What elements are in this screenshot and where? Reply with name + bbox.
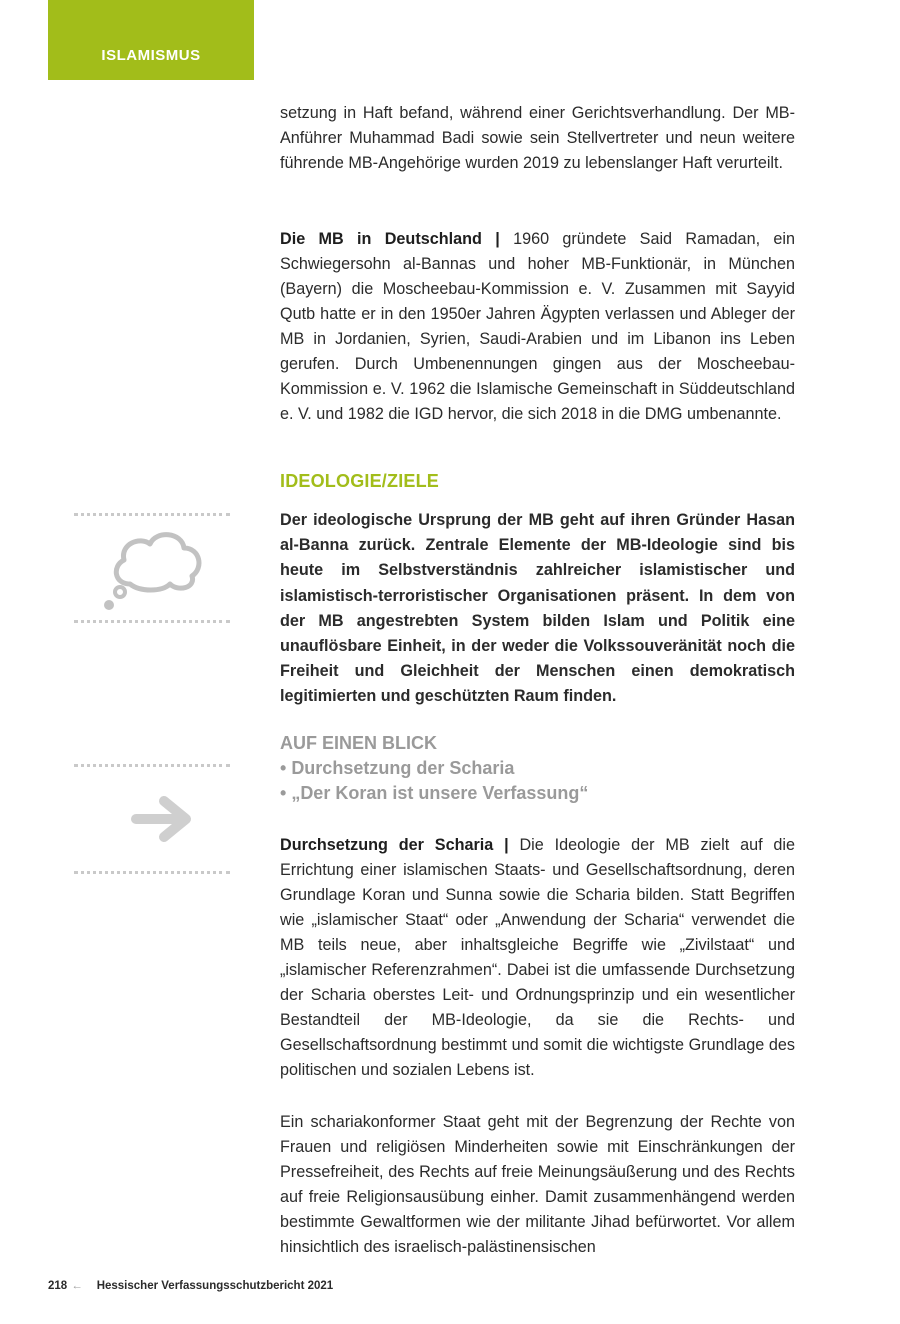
page-footer [48,1280,333,1292]
section-tab [48,0,254,80]
dotted-divider [74,513,230,516]
at-a-glance-box [280,731,795,806]
back-arrow-icon[interactable]: ← [71,1280,83,1292]
dotted-divider [74,871,230,874]
dotted-divider [74,620,230,623]
paragraph-scharia [280,833,795,1083]
page-number: 218 [48,1280,68,1292]
run-in-heading: Durchsetzung der Scharia | [280,836,509,854]
lead-paragraph [280,508,795,710]
section-label: ISLAMISMUS [101,47,201,64]
lead-text: Der ideologische Ursprung der MB geht auf ihren Gründer Hasan al-Banna zurück. Zentrale Elemente der MB-Ideologie sind bis heute im Selbstverständnis zahlreicher islamistischer und islamistisch-terroristischer Organisationen präsent. In dem von der MB angestrebten System bilden Islam und Politik eine unauflösbare Einheit, in der weder die Volkssouveränität noch die Freiheit und Gleichheit der Menschen einen demokratisch legitimierten und geschützten Raum finden. [280,511,795,706]
arrow-right-icon [130,793,196,845]
at-a-glance-list [280,756,795,806]
section-heading: IDEOLOGIE/ZIELE [280,471,440,491]
paragraph-mb-germany [280,227,795,427]
publication-title: Hessischer Verfassungsschutzbericht 2021 [96,1280,334,1292]
paragraph-text: 1960 gründete Said Ramadan, ein Schwiegersohn al-Bannas und hoher MB-Funktionär, in München (Bayern) die Moscheebau-Kommission e. V. Zusammen mit Sayyid Qutb hatte er in den 1950er Jahren Ägypten verlassen und Ableger der MB in Jordanien, Syrien, Saudi-Arabien und im Libanon ins Leben gerufen. Durch Umbenennungen gingen aus der Moscheebau-Kommission e. V. 1962 die Islamische Gemeinschaft in Süddeutschland e. V. und 1982 die IGD hervor, die sich 2018 in die DMG umbenannte. [280,230,795,423]
paragraph-text: Ein schariakonformer Staat geht mit der Begrenzung der Rechte von Frauen und religiösen Minderheiten sowie mit Einschränkungen der Pressefreiheit, des Rechts auf freie Meinungsäußerung und des Rechts auf freie Religionsausübung einher. Damit zusammenhängend werden bestimmte Gewaltformen wie der militante Jihad befürwortet. Vor allem hinsichtlich des israelisch-palästinensischen [280,1113,795,1256]
run-in-heading: Die MB in Deutschland | [280,230,500,248]
list-item: • Durchsetzung der Scharia [280,756,795,781]
paragraph-continued [280,101,795,176]
paragraph-text: Die Ideologie der MB zielt auf die Errichtung einer islamischen Staats- und Gesellschaftsordnung, deren Grundlage Koran und Sunna sowie die Scharia bilden. Statt Begriffen wie „islamischer Staat“ oder „Anwendung der Scharia“ verwendet die MB teils neue, aber inhaltsgleiche Begriffe wie „Zivilstaat“ und „islamischer Referenzrahmen“. Dabei ist die umfassende Durchsetzung der Scharia oberstes Leit- und Ordnungsprinzip und ein wesentlicher Bestandteil der MB-Ideologie, da sie die Rechts- und Gesellschaftsordnung bestimmt und somit die wichtigste Grundlage des politischen und sozialen Lebens ist. [280,836,796,1079]
paragraph-sharia-state [280,1110,795,1260]
list-item: • „Der Koran ist unsere Verfassung“ [280,781,795,806]
paragraph-text: setzung in Haft befand, während einer Gerichtsverhandlung. Der MB-Anführer Muhammad Badi sowie sein Stellvertreter und neun weitere führende MB-Angehörige wurden 2019 zu lebenslanger Haft verurteilt. [280,104,795,172]
dotted-divider [74,764,230,767]
at-a-glance-title: AUF EINEN BLICK [280,733,437,753]
thought-bubble-icon [100,526,210,616]
